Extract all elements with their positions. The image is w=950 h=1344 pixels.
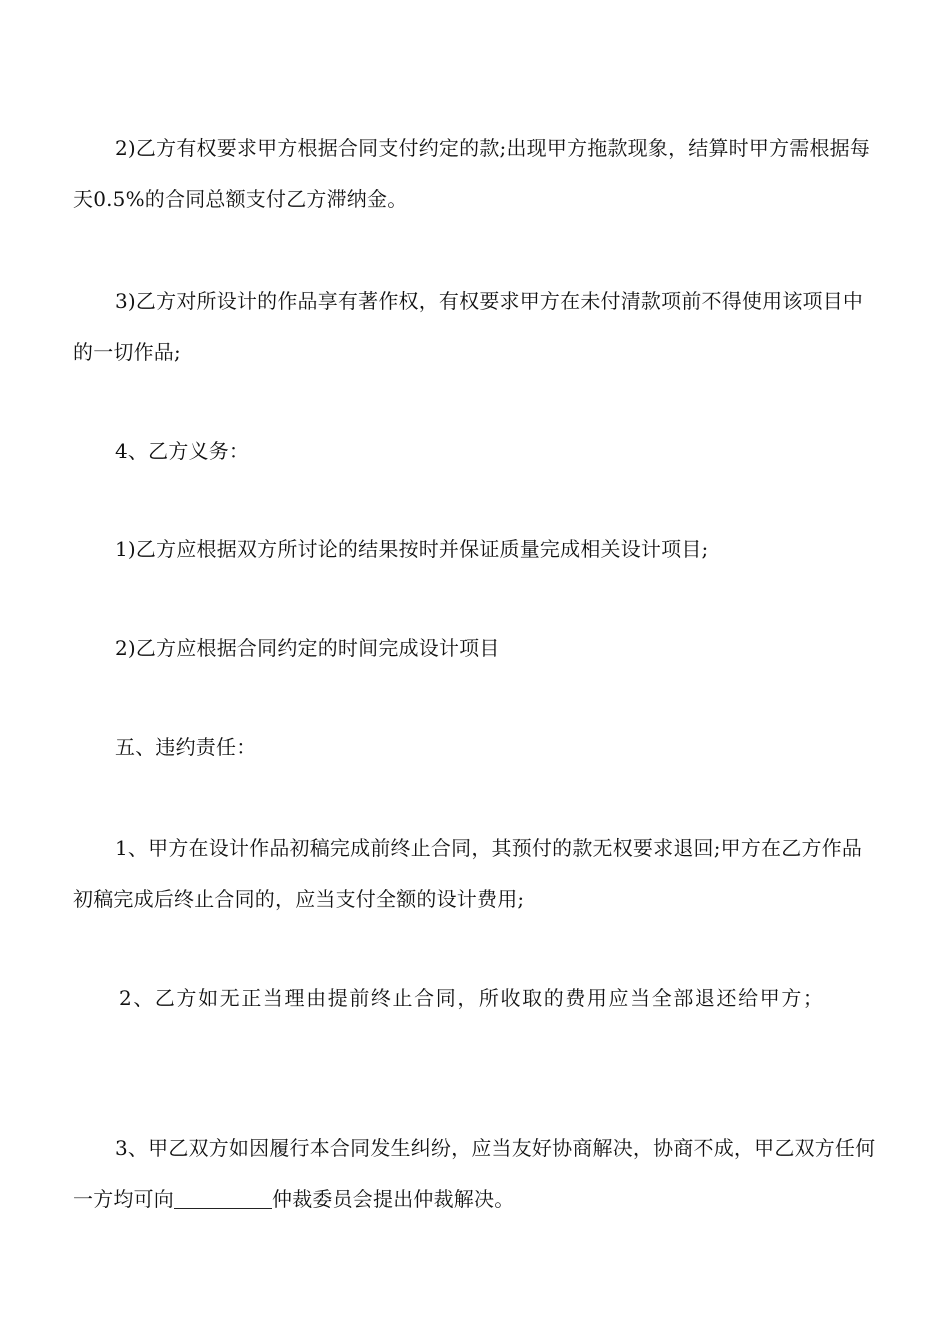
paragraph-party-b-termination: 2、乙方如无正当理由提前终止合同，所收取的费用应当全部退还给甲方； — [119, 986, 825, 1010]
paragraph-party-a-termination: 1、甲方在设计作品初稿完成前终止合同，其预付的款无权要求退回;甲方在乙方作品初稿完成后终止合同的，应当支付全额的设计费用; — [73, 836, 863, 911]
paragraph-party-b-copyright: 3)乙方对所设计的作品享有著作权，有权要求甲方在未付清款项前不得使用该项目中的一切作品; — [73, 289, 864, 364]
dispute-text-after-blank: 仲裁委员会提出仲裁解决。 — [272, 1187, 515, 1211]
paragraph-party-b-quality-obligation: 1)乙方应根据双方所讨论的结果按时并保证质量完成相关设计项目; — [115, 537, 709, 561]
section-heading-party-b-obligations: 4、乙方义务： — [115, 439, 250, 463]
paragraph-party-b-schedule-obligation: 2)乙方应根据合同约定的时间完成设计项目 — [115, 636, 500, 660]
arbitration-committee-blank — [174, 1188, 272, 1209]
section-heading-liability: 五、违约责任： — [115, 735, 257, 759]
dispute-text-before-blank: 3、甲乙双方如因履行本合同发生纠纷，应当友好协商解决，协商不成，甲乙双方任何一方均可向 — [73, 1136, 876, 1211]
paragraph-dispute-resolution — [73, 1123, 879, 1225]
paragraph-party-b-payment-right: 2)乙方有权要求甲方根据合同支付约定的款;出现甲方拖款现象，结算时甲方需根据每天0.5%的合同总额支付乙方滞纳金。 — [73, 136, 871, 211]
